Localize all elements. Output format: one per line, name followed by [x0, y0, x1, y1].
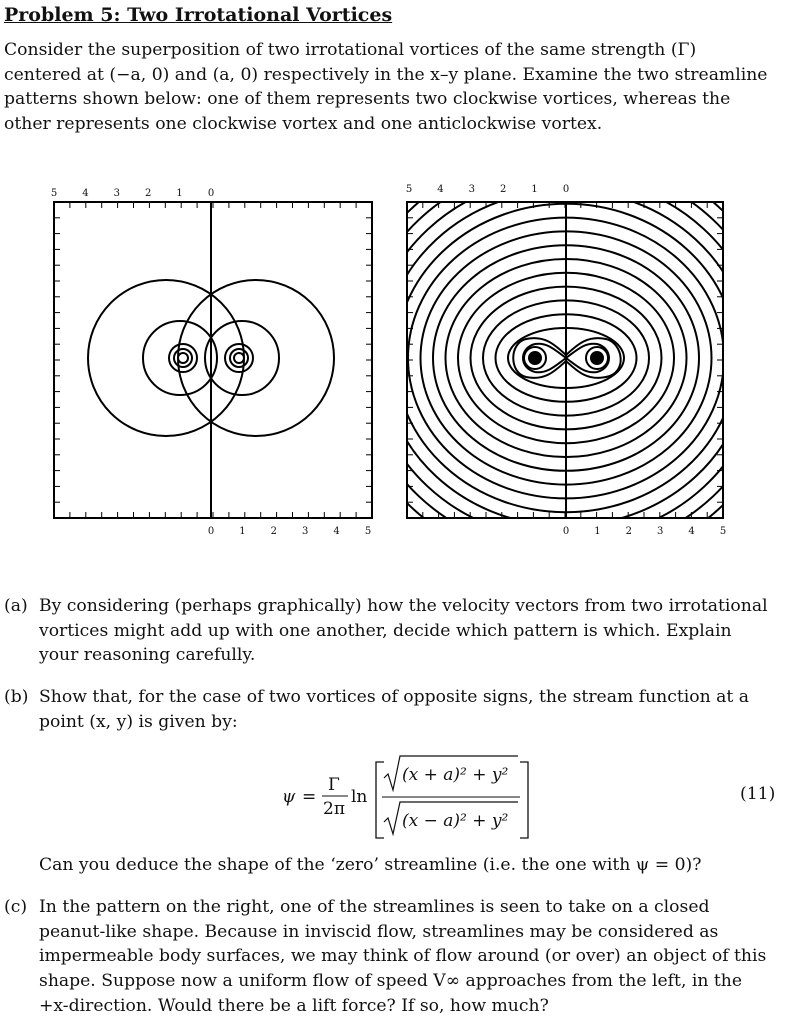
right-top-tick-label: 0	[562, 184, 570, 195]
left-bottom-tick-label: 2	[270, 526, 277, 537]
left-top-tick-label: 2	[145, 188, 152, 199]
right-vortex-outer-ring	[178, 280, 334, 436]
intro-paragraph: Consider the superposition of two irrotational vortices of the same strength (Γ) centered at (−a, 0) and (a, 0) respectively in the x–y plane. Examine the two streamline patterns shown below: one of them represents two clockwise vortices, whereas the other represents one clockwise vortex and one anticlockwise vortex.	[4, 40, 768, 135]
left-bottom-tick-label: 3	[302, 526, 309, 537]
right-bottom-tick-label: 0	[562, 526, 570, 537]
left-plot-frame	[54, 202, 372, 518]
part-b-label: (b)	[4, 687, 29, 707]
right-top-tick-label: 4	[437, 184, 444, 195]
right-streamlines	[395, 180, 745, 540]
right-vortex-core-ring	[234, 353, 244, 363]
part-a-label: (a)	[4, 596, 28, 616]
eq-denominator: (x − a)² + y²	[402, 811, 509, 831]
right-bottom-ticks	[563, 526, 726, 537]
left-top-tick-label: 4	[82, 188, 89, 199]
part-c	[4, 895, 776, 1019]
part-b-followup	[4, 853, 776, 878]
eq-lhs: ψ	[282, 787, 296, 807]
part-a-text: By considering (perhaps graphically) how the velocity vectors from two irrotational vortices might add up with one another, decide which pattern is which. Explain your reasoning carefully.	[39, 596, 768, 666]
right-top-tick-label: 3	[468, 184, 475, 195]
left-bottom-tick-label: 1	[239, 526, 246, 537]
equation-number: (11)	[740, 784, 776, 804]
part-b	[4, 685, 776, 734]
eq-coef-num: Γ	[328, 775, 340, 795]
left-top-tick-label: 1	[176, 188, 183, 199]
part-b-followup-text: Can you deduce the shape of the ‘zero’ streamline (i.e. the one with ψ = 0)?	[39, 855, 702, 875]
eq-left-bracket	[376, 762, 384, 838]
stream-function-equation	[270, 752, 790, 842]
left-core-dot	[528, 351, 542, 365]
right-bottom-tick-label: 3	[657, 526, 664, 537]
right-top-ticks	[406, 184, 569, 195]
part-c-text: In the pattern on the right, one of the streamlines is seen to take on a closed peanut-like shape. Because in inviscid flow, streamlines may be considered as impermeable body surfaces, we may think of flow around (or over) an object of this shape. Suppose now a uniform flow of speed V∞ approaches from the left, in the +x-direction. Would there be a lift force? If so, how much?	[39, 897, 767, 1016]
figure-left	[40, 180, 390, 540]
part-a	[4, 594, 776, 668]
right-bottom-tick-label: 2	[625, 526, 632, 537]
left-bottom-tick-label: 4	[333, 526, 340, 537]
problem-title: Problem 5: Two Irrotational Vortices	[4, 4, 393, 26]
right-bottom-tick-label: 5	[719, 526, 727, 537]
part-c-label: (c)	[4, 897, 28, 917]
left-vortex-core-ring	[174, 349, 192, 367]
left-bottom-ticks	[208, 526, 371, 537]
left-frame-ticks	[54, 202, 372, 518]
eq-right-bracket	[520, 762, 528, 838]
figure-right	[395, 180, 745, 540]
right-vortex-core-ring	[230, 349, 248, 367]
right-streamline-ring	[395, 190, 745, 526]
left-top-ticks	[51, 188, 214, 199]
left-vortex-outer-ring	[88, 280, 244, 436]
left-top-tick-label: 3	[113, 188, 120, 199]
left-top-tick-label: 0	[207, 188, 215, 199]
eq-numerator: (x + a)² + y²	[402, 765, 509, 785]
left-vortex-core-ring	[178, 353, 188, 363]
right-bottom-tick-label: 1	[594, 526, 601, 537]
right-top-tick-label: 1	[531, 184, 538, 195]
right-top-tick-label: 5	[405, 184, 413, 195]
right-core-dot	[590, 351, 604, 365]
left-bottom-tick-label: 0	[207, 526, 215, 537]
eq-ln: ln	[351, 787, 368, 807]
eq-equals: =	[302, 787, 317, 807]
right-bottom-tick-label: 4	[688, 526, 695, 537]
right-top-tick-label: 2	[500, 184, 507, 195]
left-bottom-tick-label: 5	[364, 526, 372, 537]
part-b-text: Show that, for the case of two vortices of opposite signs, the stream function at a point (x, y) is given by:	[39, 687, 749, 732]
eq-coef-den: 2π	[323, 799, 345, 819]
left-top-tick-label: 5	[50, 188, 58, 199]
